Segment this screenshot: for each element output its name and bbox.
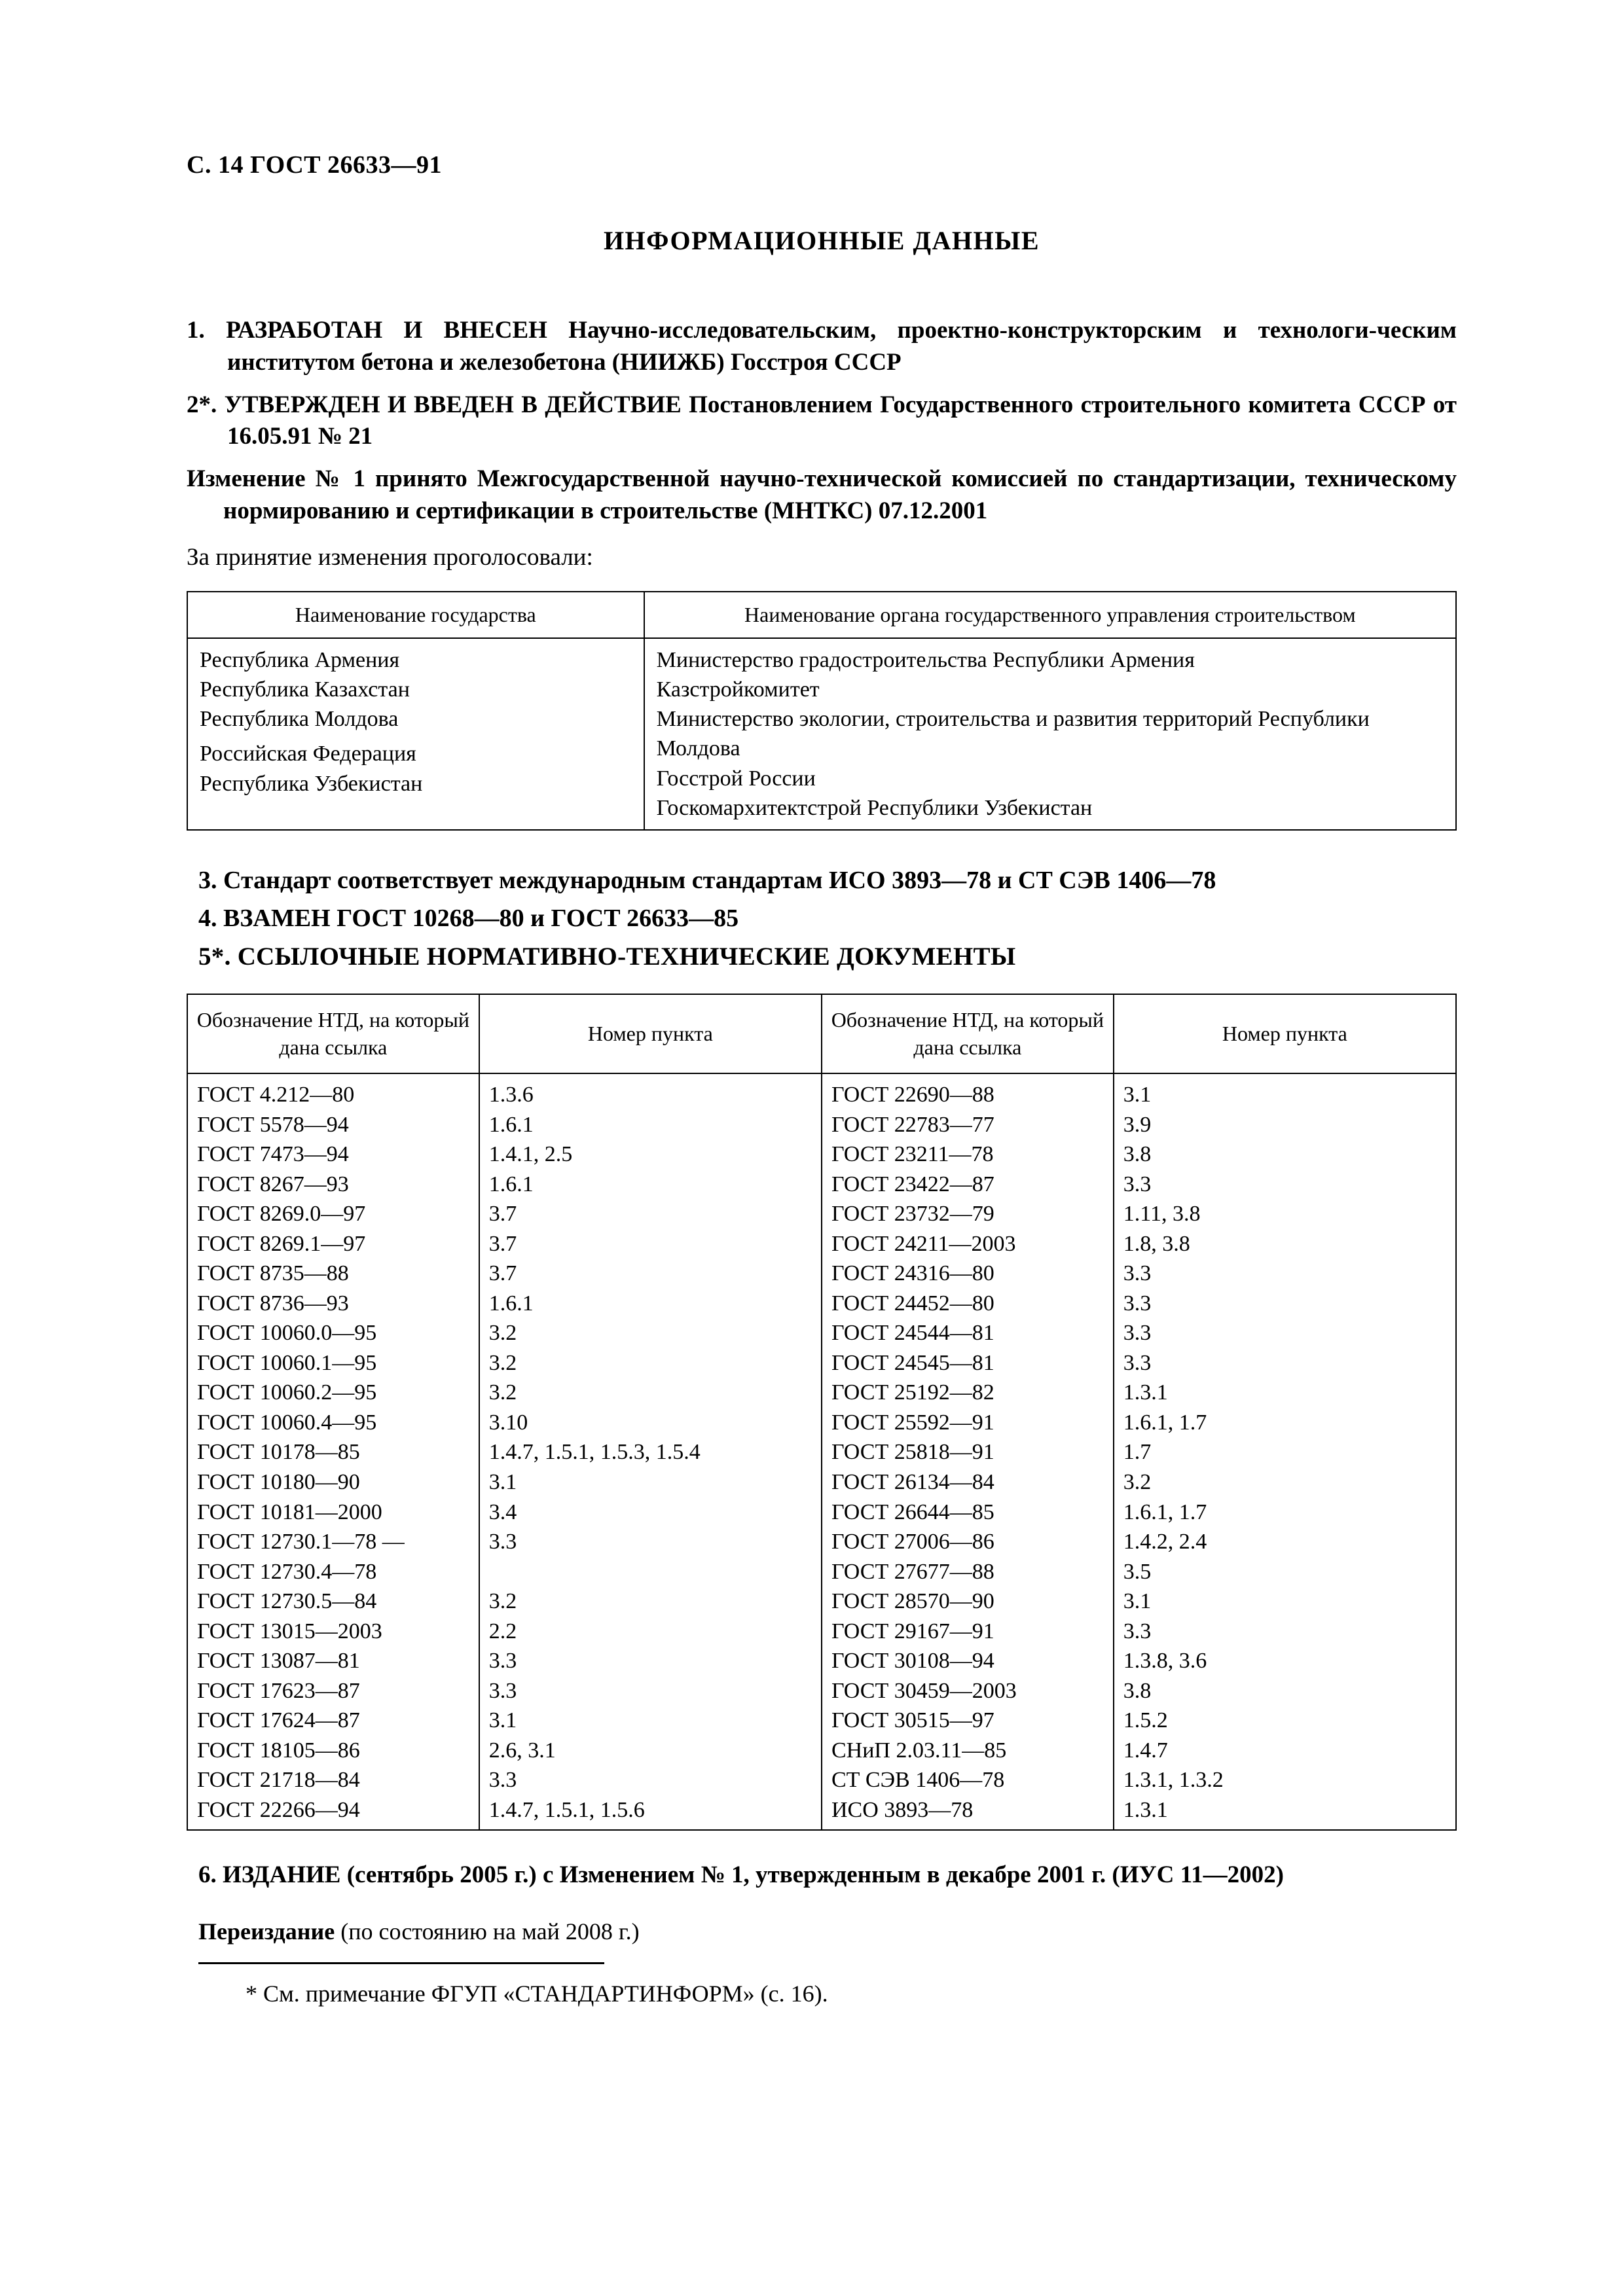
ntd-cell-doc-1: ГОСТ 12730.1—78 — xyxy=(187,1527,479,1557)
clause-1-text: Научно-исследовательским, проектно-конструкторским и технологи-ческим институтом бетона и железобетона (НИИЖБ) Госстроя СССР xyxy=(227,317,1457,376)
ntd-cell-item-1: 3.3 xyxy=(479,1676,822,1706)
ntd-cell-doc-2: ГОСТ 26644—85 xyxy=(822,1498,1114,1528)
ntd-cell-doc-1: ГОСТ 5578—94 xyxy=(187,1110,479,1140)
ntd-cell-item-1: 3.2 xyxy=(479,1378,822,1408)
ntd-cell-item-1: 3.1 xyxy=(479,1467,822,1498)
ntd-cell-item-2: 1.3.8, 3.6 xyxy=(1114,1646,1456,1676)
ntd-cell-doc-2: ГОСТ 29167—91 xyxy=(822,1617,1114,1647)
table-row xyxy=(187,1229,1456,1259)
page-header: С. 14 ГОСТ 26633—91 xyxy=(187,151,442,179)
ntd-cell-doc-2: ГОСТ 25592—91 xyxy=(822,1408,1114,1438)
ntd-col-header-doc-1: Обозначение НТД, на который дана ссылка xyxy=(187,994,479,1073)
table-row xyxy=(187,1706,1456,1736)
ntd-cell-doc-2: ГОСТ 22783—77 xyxy=(822,1110,1114,1140)
table-row xyxy=(187,1289,1456,1319)
document-title: ИНФОРМАЦИОННЫЕ ДАННЫЕ xyxy=(603,226,1040,255)
state-name: Республика Узбекистан xyxy=(200,771,423,796)
ntd-cell-item-1: 1.6.1 xyxy=(479,1110,822,1140)
ntd-cell-doc-2: ГОСТ 27006—86 xyxy=(822,1527,1114,1557)
ntd-cell-doc-1: ГОСТ 8269.1—97 xyxy=(187,1229,479,1259)
ntd-cell-item-2: 1.6.1, 1.7 xyxy=(1114,1498,1456,1528)
ntd-cell-item-2: 3.1 xyxy=(1114,1073,1456,1110)
reissue-date: (по состоянию на май 2008 г.) xyxy=(335,1918,640,1945)
ntd-cell-item-2: 3.9 xyxy=(1114,1110,1456,1140)
ntd-cell-item-2: 1.3.1 xyxy=(1114,1378,1456,1408)
ntd-cell-item-1: 3.7 xyxy=(479,1229,822,1259)
ntd-cell-item-1: 3.4 xyxy=(479,1498,822,1528)
ntd-cell-item-1: 3.7 xyxy=(479,1259,822,1289)
state-name: Российская Федерация xyxy=(200,742,416,766)
table-row xyxy=(187,1527,1456,1557)
ntd-cell-doc-1: ГОСТ 10180—90 xyxy=(187,1467,479,1498)
clause-2-lead: 2*. УТВЕРЖДЕН И ВВЕДЕН В ДЕЙСТВИЕ xyxy=(187,391,682,418)
ntd-cell-doc-2: ГОСТ 22690—88 xyxy=(822,1073,1114,1110)
table-row xyxy=(187,1408,1456,1438)
ntd-cell-item-2: 1.3.1, 1.3.2 xyxy=(1114,1765,1456,1795)
ntd-cell-item-2: 1.8, 3.8 xyxy=(1114,1229,1456,1259)
table-row xyxy=(187,1348,1456,1378)
ntd-cell-item-2: 1.4.2, 2.4 xyxy=(1114,1527,1456,1557)
ntd-cell-doc-1: ГОСТ 8267—93 xyxy=(187,1170,479,1200)
table-row xyxy=(187,1676,1456,1706)
ntd-cell-item-2: 1.7 xyxy=(1114,1437,1456,1467)
ntd-col-header-item-2: Номер пункта xyxy=(1114,994,1456,1073)
ntd-cell-doc-1: ГОСТ 22266—94 xyxy=(187,1795,479,1831)
authority-name: Казстройкомитет xyxy=(656,677,820,702)
ntd-cell-doc-2: ГОСТ 30515—97 xyxy=(822,1706,1114,1736)
table-row xyxy=(187,1646,1456,1676)
clause-change-text: Изменение № 1 принято Межгосударственной научно-технической комиссией по стандартизации, техническому нормированию и сертификации в строительстве (МНТКС) 07.12.2001 xyxy=(187,465,1457,525)
ntd-cell-doc-2: ГОСТ 24211—2003 xyxy=(822,1229,1114,1259)
ntd-cell-doc-2: ИСО 3893—78 xyxy=(822,1795,1114,1831)
ntd-cell-item-2: 3.1 xyxy=(1114,1587,1456,1617)
ntd-cell-item-1: 3.2 xyxy=(479,1348,822,1378)
authority-name: Министерство градостроительства Республики Армения xyxy=(656,647,1195,672)
states-cell-state xyxy=(187,638,644,830)
ntd-cell-item-2: 3.8 xyxy=(1114,1139,1456,1170)
states-cell-authority xyxy=(644,638,1456,830)
table-row xyxy=(187,1467,1456,1498)
ntd-cell-doc-2: ГОСТ 25192—82 xyxy=(822,1378,1114,1408)
ntd-cell-doc-1: ГОСТ 4.212—80 xyxy=(187,1073,479,1110)
ntd-cell-item-1: 1.4.7, 1.5.1, 1.5.3, 1.5.4 xyxy=(479,1437,822,1467)
ntd-cell-item-2: 3.3 xyxy=(1114,1289,1456,1319)
ntd-cell-item-1: 1.4.7, 1.5.1, 1.5.6 xyxy=(479,1795,822,1831)
ntd-cell-item-2: 3.3 xyxy=(1114,1259,1456,1289)
ntd-cell-item-1 xyxy=(479,1557,822,1587)
table-row xyxy=(187,1765,1456,1795)
ntd-cell-doc-2: ГОСТ 25818—91 xyxy=(822,1437,1114,1467)
ntd-cell-doc-2: СТ СЭВ 1406—78 xyxy=(822,1765,1114,1795)
ntd-cell-doc-1: ГОСТ 10060.0—95 xyxy=(187,1318,479,1348)
ntd-cell-doc-2: ГОСТ 24544—81 xyxy=(822,1318,1114,1348)
table-row xyxy=(187,1259,1456,1289)
table-row xyxy=(187,1110,1456,1140)
ntd-cell-doc-1: ГОСТ 10060.2—95 xyxy=(187,1378,479,1408)
reissue-label: Переиздание xyxy=(198,1918,335,1945)
states-col-header-authority: Наименование органа государственного управления строительством xyxy=(644,592,1456,638)
ntd-cell-doc-2: ГОСТ 23422—87 xyxy=(822,1170,1114,1200)
ntd-cell-doc-2: ГОСТ 24545—81 xyxy=(822,1348,1114,1378)
ntd-cell-item-2: 1.6.1, 1.7 xyxy=(1114,1408,1456,1438)
ntd-cell-item-1: 3.10 xyxy=(479,1408,822,1438)
ntd-cell-doc-1: ГОСТ 8735—88 xyxy=(187,1259,479,1289)
states-table-header-row xyxy=(187,592,1456,638)
ntd-cell-item-2: 1.4.7 xyxy=(1114,1736,1456,1766)
ntd-cell-doc-1: ГОСТ 12730.5—84 xyxy=(187,1587,479,1617)
ntd-cell-item-2: 3.5 xyxy=(1114,1557,1456,1587)
ntd-cell-item-1: 3.3 xyxy=(479,1646,822,1676)
ntd-reference-table xyxy=(187,994,1457,1831)
table-row xyxy=(187,1557,1456,1587)
table-row xyxy=(187,1318,1456,1348)
clause-2 xyxy=(187,389,1457,454)
ntd-cell-doc-1: ГОСТ 17624—87 xyxy=(187,1706,479,1736)
table-row xyxy=(187,1199,1456,1229)
ntd-cell-doc-1: ГОСТ 7473—94 xyxy=(187,1139,479,1170)
table-row xyxy=(187,1378,1456,1408)
ntd-cell-doc-1: ГОСТ 10178—85 xyxy=(187,1437,479,1467)
ntd-cell-doc-1: ГОСТ 10181—2000 xyxy=(187,1498,479,1528)
clause-3: 3. Стандарт соответствует международным стандартам ИСО 3893—78 и СТ СЭВ 1406—78 xyxy=(198,867,1216,895)
footnote: * См. примечание ФГУП «СТАНДАРТИНФОРМ» (с. 16). xyxy=(246,1981,828,2007)
table-row xyxy=(187,1139,1456,1170)
ntd-cell-item-1: 2.6, 3.1 xyxy=(479,1736,822,1766)
state-name: Республика Армения xyxy=(200,647,400,672)
table-row xyxy=(187,1170,1456,1200)
ntd-col-header-item-1: Номер пункта xyxy=(479,994,822,1073)
table-row xyxy=(187,638,1456,830)
ntd-cell-item-1: 3.3 xyxy=(479,1527,822,1557)
ntd-cell-doc-2: ГОСТ 28570—90 xyxy=(822,1587,1114,1617)
ntd-cell-item-2: 3.3 xyxy=(1114,1170,1456,1200)
ntd-cell-doc-2: ГОСТ 23211—78 xyxy=(822,1139,1114,1170)
table-row xyxy=(187,1617,1456,1647)
ntd-cell-doc-2: ГОСТ 30459—2003 xyxy=(822,1676,1114,1706)
ntd-cell-item-2: 1.5.2 xyxy=(1114,1706,1456,1736)
ntd-cell-item-1: 1.4.1, 2.5 xyxy=(479,1139,822,1170)
ntd-cell-item-2: 3.3 xyxy=(1114,1617,1456,1647)
ntd-cell-doc-1: ГОСТ 8269.0—97 xyxy=(187,1199,479,1229)
clause-1-lead: 1. РАЗРАБОТАН И ВНЕСЕН xyxy=(187,317,547,344)
ntd-col-header-doc-2: Обозначение НТД, на который дана ссылка xyxy=(822,994,1114,1073)
ntd-cell-item-2: 3.3 xyxy=(1114,1348,1456,1378)
ntd-cell-doc-2: ГОСТ 30108—94 xyxy=(822,1646,1114,1676)
ntd-cell-item-1: 3.2 xyxy=(479,1318,822,1348)
ntd-cell-item-1: 3.2 xyxy=(479,1587,822,1617)
states-col-header-state: Наименование государства xyxy=(187,592,644,638)
table-row xyxy=(187,1736,1456,1766)
ntd-cell-item-2: 1.11, 3.8 xyxy=(1114,1199,1456,1229)
ntd-cell-item-1: 3.7 xyxy=(479,1199,822,1229)
vote-intro: За принятие изменения проголосовали: xyxy=(187,543,593,571)
table-row xyxy=(187,1498,1456,1528)
authority-name: Министерство экологии, строительства и развития территорий Республики Молдова xyxy=(656,707,1370,761)
ntd-cell-doc-2: ГОСТ 27677—88 xyxy=(822,1557,1114,1587)
ntd-cell-item-2: 3.3 xyxy=(1114,1318,1456,1348)
ntd-cell-doc-1: ГОСТ 13087—81 xyxy=(187,1646,479,1676)
page-content xyxy=(187,151,1457,2007)
ntd-cell-doc-1: ГОСТ 21718—84 xyxy=(187,1765,479,1795)
ntd-cell-doc-2: ГОСТ 24452—80 xyxy=(822,1289,1114,1319)
ntd-cell-item-1: 2.2 xyxy=(479,1617,822,1647)
clause-2-text: Постановлением Государственного строительного комитета СССР от 16.05.91 № 21 xyxy=(227,391,1457,450)
table-row xyxy=(187,1795,1456,1831)
ntd-cell-doc-2: ГОСТ 23732—79 xyxy=(822,1199,1114,1229)
state-name: Республика Казахстан xyxy=(200,677,410,702)
ntd-cell-doc-1: ГОСТ 12730.4—78 xyxy=(187,1557,479,1587)
clause-4: 4. ВЗАМЕН ГОСТ 10268—80 и ГОСТ 26633—85 xyxy=(198,905,739,933)
footnote-divider xyxy=(198,1962,604,1964)
table-row xyxy=(187,1073,1456,1110)
ntd-cell-item-1: 1.6.1 xyxy=(479,1289,822,1319)
ntd-cell-doc-2: СНиП 2.03.11—85 xyxy=(822,1736,1114,1766)
authority-name: Госстрой России xyxy=(656,766,816,791)
states-table xyxy=(187,591,1457,831)
clause-change xyxy=(187,463,1457,528)
state-name: Республика Молдова xyxy=(200,707,399,732)
ntd-cell-doc-1: ГОСТ 10060.1—95 xyxy=(187,1348,479,1378)
ntd-cell-item-1: 1.3.6 xyxy=(479,1073,822,1110)
ntd-cell-doc-1: ГОСТ 17623—87 xyxy=(187,1676,479,1706)
table-row xyxy=(187,1437,1456,1467)
clause-6: 6. ИЗДАНИЕ (сентябрь 2005 г.) с Изменением № 1, утвержденным в декабре 2001 г. (ИУС 11—2002) xyxy=(198,1861,1284,1889)
ntd-cell-doc-2: ГОСТ 24316—80 xyxy=(822,1259,1114,1289)
table-row xyxy=(187,1587,1456,1617)
ntd-cell-item-1: 3.1 xyxy=(479,1706,822,1736)
ntd-cell-item-2: 3.2 xyxy=(1114,1467,1456,1498)
ntd-cell-item-1: 1.6.1 xyxy=(479,1170,822,1200)
authority-name: Госкомархитектстрой Республики Узбекистан xyxy=(656,795,1093,820)
reissue-note xyxy=(187,1918,1457,1945)
ntd-table-header-row xyxy=(187,994,1456,1073)
ntd-cell-item-1: 3.3 xyxy=(479,1765,822,1795)
ntd-cell-doc-1: ГОСТ 8736—93 xyxy=(187,1289,479,1319)
ntd-cell-item-2: 3.8 xyxy=(1114,1676,1456,1706)
ntd-cell-doc-2: ГОСТ 26134—84 xyxy=(822,1467,1114,1498)
clause-5: 5*. ССЫЛОЧНЫЕ НОРМАТИВНО-ТЕХНИЧЕСКИЕ ДОКУМЕНТЫ xyxy=(198,942,1016,971)
ntd-cell-doc-1: ГОСТ 13015—2003 xyxy=(187,1617,479,1647)
ntd-cell-doc-1: ГОСТ 10060.4—95 xyxy=(187,1408,479,1438)
ntd-cell-item-2: 1.3.1 xyxy=(1114,1795,1456,1831)
clause-1 xyxy=(187,315,1457,379)
ntd-cell-doc-1: ГОСТ 18105—86 xyxy=(187,1736,479,1766)
